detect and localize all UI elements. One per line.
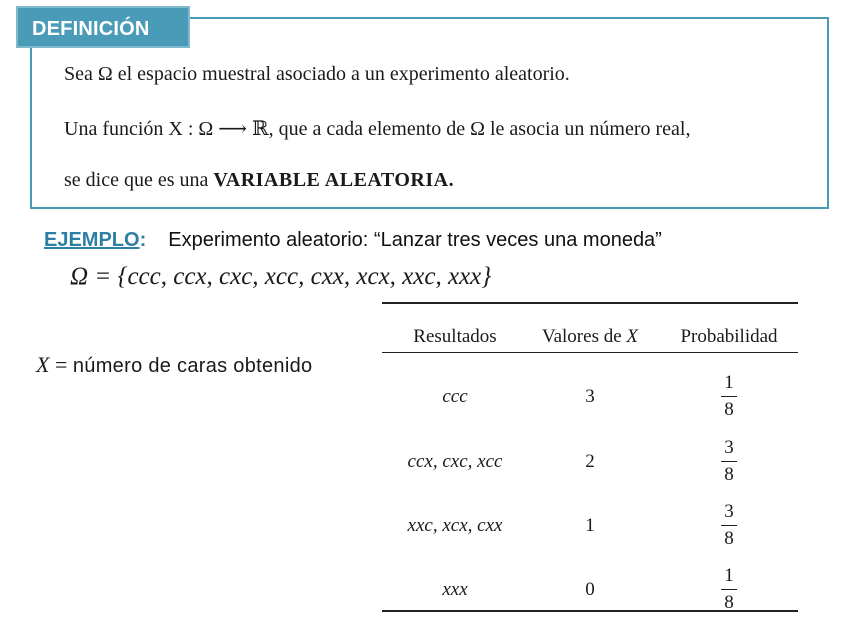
example-text: Experimento aleatorio: “Lanzar tres veces una moneda” [168, 229, 662, 251]
row2-resultados: ccx, cxc, xcc [407, 451, 503, 472]
equals-sign: = [49, 352, 73, 377]
row2-num: 3 [724, 437, 734, 458]
row3-valor: 1 [585, 515, 595, 536]
row2-valor: 2 [585, 451, 595, 472]
row1-den: 8 [724, 399, 734, 421]
row1-num: 1 [724, 372, 734, 393]
row3-probabilidad [717, 502, 741, 549]
definition-line-2: Una función X : Ω ⟶ ℝ, que a cada elemento de Ω le asocia un número real, [64, 118, 691, 140]
row1-fraction-bar [721, 396, 737, 397]
example-label: EJEMPLO [44, 229, 140, 251]
definition-line-1: Sea Ω el espacio muestral asociado a un experimento aleatorio. [64, 63, 570, 85]
row2-den: 8 [724, 464, 734, 486]
table-top-rule [382, 302, 798, 304]
example-line [44, 229, 662, 252]
row4-resultados: xxx [442, 579, 468, 600]
header-valores: Valores de X [541, 326, 639, 347]
row1-valor: 3 [585, 386, 595, 407]
definition-line-3-prefix: se dice que es una [64, 169, 214, 191]
row1-resultados: ccc [442, 386, 468, 407]
row3-resultados: xxc, xcx, cxx [407, 515, 503, 536]
row4-den: 8 [724, 592, 734, 614]
row2-probabilidad [717, 438, 741, 485]
random-variable-definition [36, 352, 312, 378]
example-colon: : [139, 229, 147, 251]
row2-fraction-bar [721, 461, 737, 462]
row4-fraction-bar [721, 589, 737, 590]
row1-probabilidad [717, 373, 741, 420]
row4-probabilidad [717, 566, 741, 613]
header-probabilidad: Probabilidad [680, 326, 778, 347]
table-header-rule [382, 352, 798, 353]
row3-fraction-bar [721, 525, 737, 526]
row4-valor: 0 [585, 579, 595, 600]
x-description: número de caras obtenido [72, 355, 313, 377]
row3-den: 8 [724, 528, 734, 550]
sample-space-set: Ω = {ccc, ccx, cxc, xcc, cxx, xcx, xxc, xxx} [70, 263, 492, 290]
definition-tab: DEFINICIÓN [16, 6, 190, 48]
x-variable: X [36, 352, 50, 377]
definition-line-3 [64, 169, 454, 192]
header-resultados: Resultados [413, 326, 497, 347]
variable-aleatoria-term: VARIABLE ALEATORIA. [213, 169, 455, 191]
row3-num: 3 [724, 501, 734, 522]
row4-num: 1 [724, 565, 734, 586]
